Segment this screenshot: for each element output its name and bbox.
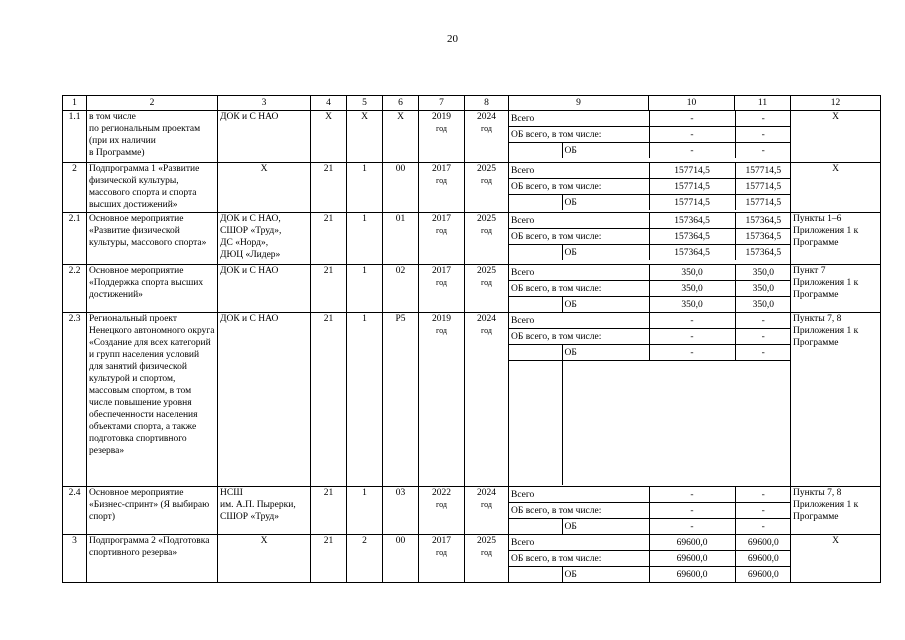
year-unit: год: [481, 124, 492, 133]
year-unit: год: [436, 176, 447, 185]
table-row: [63, 163, 881, 213]
financing-row: [509, 229, 791, 245]
header-cell: 8: [465, 96, 509, 111]
header-cell: 7: [419, 96, 465, 111]
amount-col10: -: [649, 487, 735, 503]
amount-col11: 157714,5: [735, 195, 790, 211]
executor-cell: Х: [218, 163, 311, 213]
end-year: 2025: [477, 536, 496, 546]
end-year: 2025: [477, 214, 496, 224]
financing-label: Всего: [509, 213, 649, 229]
amount-col10: 69600,0: [649, 567, 735, 583]
financing-label: ОБ: [564, 247, 577, 258]
financing-cell: [509, 313, 791, 487]
financing-label: Всего: [509, 111, 649, 127]
header-cell: 6: [383, 96, 419, 111]
financing-label: Всего: [509, 535, 649, 551]
financing-label: ОБ всего, в том числе:: [509, 329, 649, 345]
financing-label: ОБ всего, в том числе:: [509, 281, 649, 297]
year-unit: год: [436, 226, 447, 235]
row-number-cell: 2: [63, 163, 87, 213]
start-year-cell: [419, 213, 465, 265]
financing-table: [509, 487, 791, 534]
note-cell: Пункты 7, 8 Приложения 1 к Программе: [791, 313, 881, 487]
amount-col11: 157364,5: [735, 245, 790, 261]
financing-indent: [509, 361, 562, 486]
end-year-cell: [465, 535, 509, 583]
page-number: 20: [447, 33, 458, 45]
code-cell: 01: [383, 213, 419, 265]
financing-row: [509, 265, 791, 281]
year-unit: год: [436, 326, 447, 335]
financing-row: [509, 127, 791, 143]
amount-col11: 157714,5: [735, 179, 790, 195]
financing-row: [509, 213, 791, 229]
amount-col10: 350,0: [649, 297, 735, 313]
financing-filler-row: [509, 361, 791, 486]
financing-table: [509, 213, 791, 260]
year-unit: год: [481, 226, 492, 235]
financing-table: [509, 535, 791, 582]
code-cell: 1: [347, 313, 383, 487]
row-number-cell: 3: [63, 535, 87, 583]
code-cell: 21: [311, 213, 347, 265]
amount-col11: 157714,5: [735, 163, 790, 179]
executor-cell: Х: [218, 535, 311, 583]
note-cell: Х: [791, 111, 881, 163]
amount-col10: -: [649, 503, 735, 519]
amount-col11: -: [735, 313, 790, 329]
executor-cell: ДОК и С НАО: [218, 111, 311, 163]
financing-label: Всего: [509, 313, 649, 329]
financing-row: [509, 179, 791, 195]
year-unit: год: [436, 278, 447, 287]
financing-row: [509, 245, 791, 261]
row-number-cell: 2.4: [63, 487, 87, 535]
financing-label: ОБ: [564, 521, 577, 532]
event-name-cell: Региональный проект Ненецкого автономного округа «Создание для всех категорий и групп населения условий для занятий физической культурой и спортом, массовым спортом, в том числе повышение уровня обеспеченности населения объектами спорта, а также подготовка спортивного резерва»: [87, 313, 218, 487]
start-year-cell: [419, 163, 465, 213]
start-year-cell: [419, 487, 465, 535]
table-row: [63, 111, 881, 163]
code-cell: 00: [383, 163, 419, 213]
amount-col10: 69600,0: [649, 551, 735, 567]
code-cell: 1: [347, 163, 383, 213]
code-cell: 1: [347, 265, 383, 313]
code-cell: Х: [347, 111, 383, 163]
amount-col10: 157364,5: [649, 213, 735, 229]
financing-indent: [509, 195, 562, 211]
header-cell: 2: [87, 96, 218, 111]
code-cell: 21: [311, 163, 347, 213]
amount-col10: -: [649, 345, 735, 361]
header-cell: 12: [791, 96, 881, 111]
note-cell: Х: [791, 535, 881, 583]
table-row: [63, 487, 881, 535]
event-name-cell: Основное мероприятие «Бизнес-спринт» (Я выбираю спорт): [87, 487, 218, 535]
note-cell: Пункты 7, 8 Приложения 1 к Программе: [791, 487, 881, 535]
header-cell: 9: [509, 96, 649, 111]
header-cell: 10: [649, 96, 735, 111]
header-cell: 4: [311, 96, 347, 111]
financing-indent: [509, 245, 562, 261]
financing-indent: [509, 345, 562, 361]
table-row: [63, 265, 881, 313]
year-unit: год: [481, 548, 492, 557]
financing-label: ОБ всего, в том числе:: [509, 551, 649, 567]
start-year-cell: [419, 265, 465, 313]
financing-label: ОБ всего, в том числе:: [509, 127, 649, 143]
amount-col10: 157714,5: [649, 195, 735, 211]
financing-table: [509, 265, 791, 312]
code-cell: 21: [311, 313, 347, 487]
year-unit: год: [481, 278, 492, 287]
code-cell: 21: [311, 487, 347, 535]
amount-col11: -: [735, 503, 790, 519]
code-cell: 00: [383, 535, 419, 583]
financing-label: ОБ: [564, 299, 577, 310]
financing-label: Всего: [509, 265, 649, 281]
financing-row: [509, 551, 791, 567]
program-table: [62, 95, 881, 583]
financing-label: ОБ всего, в том числе:: [509, 179, 649, 195]
event-name-cell: в том числе по региональным проектам (при их наличии в Программе): [87, 111, 218, 163]
financing-row: [509, 111, 791, 127]
financing-label: ОБ всего, в том числе:: [509, 503, 649, 519]
event-name-cell: Основное мероприятие «Поддержка спорта высших достижений»: [87, 265, 218, 313]
note-cell: Пункты 1–6 Приложения 1 к Программе: [791, 213, 881, 265]
executor-cell: НСШ им. А.П. Пырерки, СШОР «Труд»: [218, 487, 311, 535]
code-cell: P5: [383, 313, 419, 487]
table-row: [63, 535, 881, 583]
financing-label: Всего: [509, 163, 649, 179]
financing-label: ОБ: [564, 145, 577, 156]
financing-row: [509, 535, 791, 551]
year-unit: год: [436, 124, 447, 133]
financing-indent: [509, 297, 562, 313]
amount-col10: 350,0: [649, 281, 735, 297]
header-cell: 5: [347, 96, 383, 111]
header-cell: 3: [218, 96, 311, 111]
amount-col10: -: [649, 143, 735, 159]
amount-col10: -: [649, 111, 735, 127]
executor-cell: ДОК и С НАО: [218, 313, 311, 487]
financing-row: [509, 487, 791, 503]
start-year: 2019: [432, 112, 451, 122]
amount-col11: 350,0: [735, 265, 790, 281]
year-unit: год: [436, 500, 447, 509]
start-year: 2022: [432, 488, 451, 498]
amount-col10: -: [649, 127, 735, 143]
end-year-cell: [465, 111, 509, 163]
end-year: 2025: [477, 164, 496, 174]
amount-col10: 157364,5: [649, 245, 735, 261]
financing-cell: [509, 163, 791, 213]
amount-col11: -: [735, 127, 790, 143]
note-cell: Х: [791, 163, 881, 213]
code-cell: Х: [311, 111, 347, 163]
financing-cell: [509, 213, 791, 265]
financing-row: [509, 163, 791, 179]
end-year-cell: [465, 163, 509, 213]
amount-col11: 157364,5: [735, 229, 790, 245]
amount-col11: -: [735, 345, 790, 361]
amount-col11: -: [735, 519, 790, 535]
year-unit: год: [481, 176, 492, 185]
financing-indent: [509, 567, 562, 583]
amount-col10: -: [649, 519, 735, 535]
end-year: 2025: [477, 266, 496, 276]
start-year: 2017: [432, 536, 451, 546]
financing-label: ОБ: [562, 345, 649, 361]
start-year: 2017: [432, 214, 451, 224]
start-year-cell: [419, 535, 465, 583]
end-year: 2024: [477, 112, 496, 122]
financing-row: [509, 503, 791, 519]
amount-col10: -: [649, 329, 735, 345]
amount-col10: 350,0: [649, 265, 735, 281]
header-cell: 1: [63, 96, 87, 111]
row-number-cell: 1.1: [63, 111, 87, 163]
amount-col11: 157364,5: [735, 213, 790, 229]
event-name-cell: Подпрограмма 1 «Развитие физической культуры, массового спорта и спорта высших достижений»: [87, 163, 218, 213]
amount-col11: 69600,0: [735, 551, 790, 567]
start-year: 2017: [432, 266, 451, 276]
event-name-cell: Основное мероприятие «Развитие физической культуры, массового спорта»: [87, 213, 218, 265]
financing-label: ОБ: [564, 197, 577, 208]
amount-col11: 69600,0: [735, 535, 790, 551]
end-year: 2024: [477, 314, 496, 324]
financing-indent: [509, 143, 562, 159]
year-unit: год: [436, 548, 447, 557]
amount-col11: -: [735, 487, 790, 503]
amount-col10: -: [649, 313, 735, 329]
financing-label: ОБ: [564, 569, 577, 580]
financing-cell: [509, 487, 791, 535]
event-name-cell: Подпрограмма 2 «Подготовка спортивного резерва»: [87, 535, 218, 583]
start-year-cell: [419, 111, 465, 163]
financing-row: [509, 195, 791, 211]
header-cell: 11: [735, 96, 791, 111]
start-year: 2019: [432, 314, 451, 324]
financing-row: [509, 297, 791, 313]
start-year-cell: [419, 313, 465, 487]
executor-cell: ДОК и С НАО: [218, 265, 311, 313]
end-year-cell: [465, 487, 509, 535]
code-cell: 03: [383, 487, 419, 535]
year-unit: год: [481, 500, 492, 509]
financing-row: [509, 519, 791, 535]
code-cell: 02: [383, 265, 419, 313]
amount-col10: 69600,0: [649, 535, 735, 551]
executor-cell: ДОК и С НАО, СШОР «Труд», ДС «Норд», ДЮЦ «Лидер»: [218, 213, 311, 265]
code-cell: 1: [347, 487, 383, 535]
code-cell: 1: [347, 213, 383, 265]
financing-table: [509, 163, 791, 210]
row-number-cell: 2.1: [63, 213, 87, 265]
amount-col10: 157714,5: [649, 163, 735, 179]
header-row: [63, 96, 881, 111]
amount-col10: 157714,5: [649, 179, 735, 195]
financing-row: [509, 345, 791, 361]
year-unit: год: [481, 326, 492, 335]
end-year-cell: [465, 265, 509, 313]
amount-col11: -: [735, 329, 790, 345]
amount-col11: -: [735, 111, 790, 127]
end-year-cell: [465, 313, 509, 487]
amount-col11: -: [735, 143, 790, 159]
financing-indent: [509, 519, 562, 535]
amount-col11: 350,0: [735, 297, 790, 313]
end-year: 2024: [477, 488, 496, 498]
table-row: [63, 313, 881, 487]
financing-label: ОБ всего, в том числе:: [509, 229, 649, 245]
code-cell: 21: [311, 535, 347, 583]
code-cell: 21: [311, 265, 347, 313]
financing-cell: [509, 265, 791, 313]
financing-row: [509, 567, 791, 583]
financing-cell: [509, 535, 791, 583]
start-year: 2017: [432, 164, 451, 174]
note-cell: Пункт 7 Приложения 1 к Программе: [791, 265, 881, 313]
financing-cell: [509, 111, 791, 163]
financing-label: Всего: [509, 487, 649, 503]
financing-row: [509, 281, 791, 297]
code-cell: 2: [347, 535, 383, 583]
table-row: [63, 213, 881, 265]
end-year-cell: [465, 213, 509, 265]
financing-row: [509, 313, 791, 329]
financing-table: [509, 111, 791, 158]
code-cell: Х: [383, 111, 419, 163]
financing-filler: [562, 361, 791, 486]
amount-col10: 157364,5: [649, 229, 735, 245]
amount-col11: 69600,0: [735, 567, 790, 583]
amount-col11: 350,0: [735, 281, 790, 297]
financing-row: [509, 143, 791, 159]
row-number-cell: 2.3: [63, 313, 87, 487]
row-number-cell: 2.2: [63, 265, 87, 313]
financing-table: [509, 313, 791, 485]
financing-row: [509, 329, 791, 345]
